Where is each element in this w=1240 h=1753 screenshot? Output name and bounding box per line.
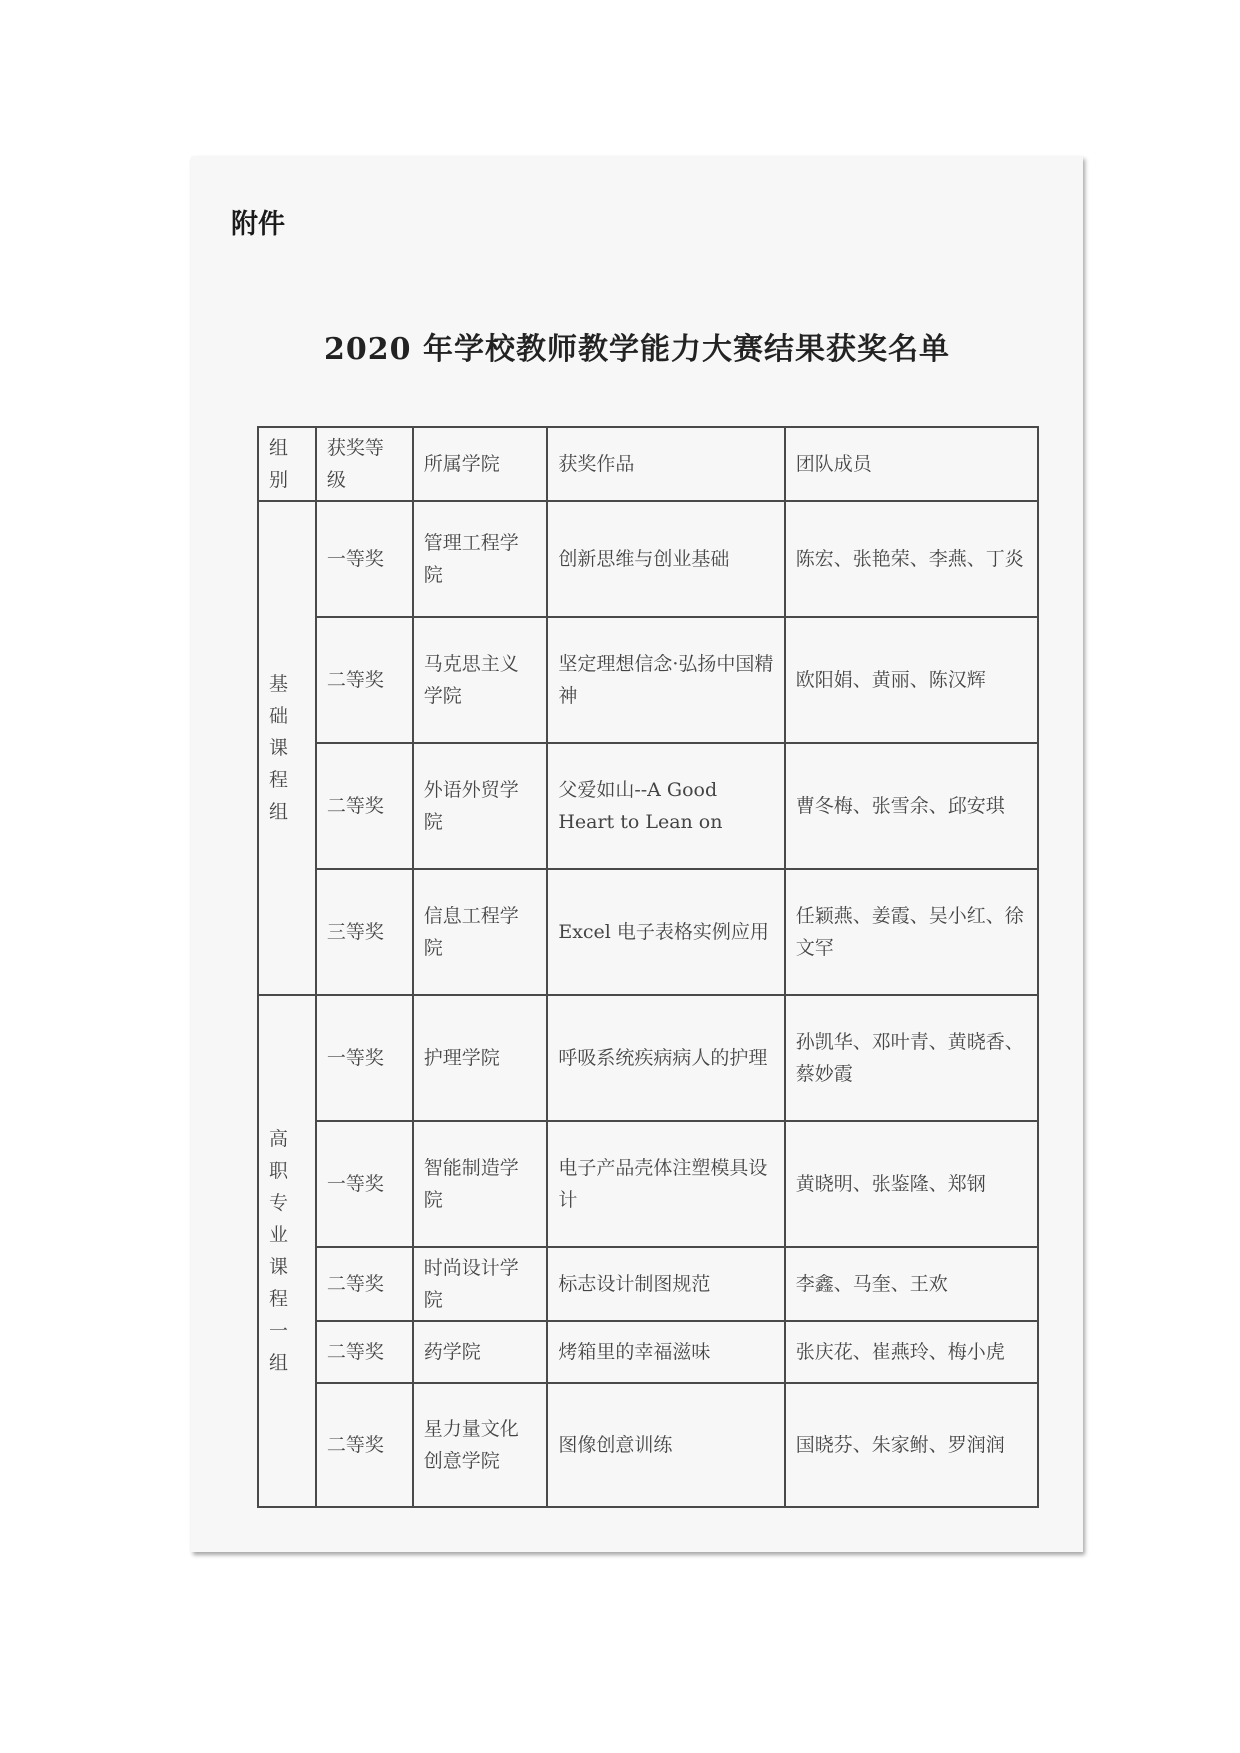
table-row — [258, 1383, 1038, 1507]
award-work: Excel 电子表格实例应用 — [547, 869, 784, 995]
team-members: 任颖燕、姜霞、吴小红、徐文罕 — [785, 869, 1038, 995]
college: 护理学院 — [413, 995, 548, 1121]
award-level: 二等奖 — [316, 1247, 413, 1321]
group-name: 高职专业课程一组 — [258, 995, 316, 1507]
team-members: 陈宏、张艳荣、李燕、丁炎 — [785, 501, 1038, 617]
award-level: 二等奖 — [316, 617, 413, 743]
results-table — [257, 426, 1039, 1508]
award-level: 一等奖 — [316, 995, 413, 1121]
table-header-row — [258, 427, 1038, 501]
table-row — [258, 743, 1038, 869]
attachment-label: 附件 — [231, 209, 285, 240]
header-members: 团队成员 — [785, 427, 1038, 501]
table-row — [258, 1247, 1038, 1321]
award-level: 二等奖 — [316, 1383, 413, 1507]
college: 时尚设计学院 — [413, 1247, 548, 1321]
team-members: 李鑫、马奎、王欢 — [785, 1247, 1038, 1321]
award-work: 电子产品壳体注塑模具设计 — [547, 1121, 784, 1247]
college: 星力量文化创意学院 — [413, 1383, 548, 1507]
college: 管理工程学院 — [413, 501, 548, 617]
college: 信息工程学院 — [413, 869, 548, 995]
college: 外语外贸学院 — [413, 743, 548, 869]
table-row — [258, 1321, 1038, 1383]
award-work: 坚定理想信念·弘扬中国精神 — [547, 617, 784, 743]
table-row — [258, 869, 1038, 995]
award-level: 三等奖 — [316, 869, 413, 995]
award-work: 父爱如山--A Good Heart to Lean on — [547, 743, 784, 869]
award-work: 图像创意训练 — [547, 1383, 784, 1507]
table-row — [258, 1121, 1038, 1247]
award-work: 呼吸系统疾病病人的护理 — [547, 995, 784, 1121]
group-name: 基础课程组 — [258, 501, 316, 995]
team-members: 曹冬梅、张雪余、邱安琪 — [785, 743, 1038, 869]
team-members: 国晓芬、朱家鲋、罗润润 — [785, 1383, 1038, 1507]
award-work: 创新思维与创业基础 — [547, 501, 784, 617]
header-work: 获奖作品 — [547, 427, 784, 501]
table-row — [258, 617, 1038, 743]
college: 智能制造学院 — [413, 1121, 548, 1247]
team-members: 黄晓明、张鉴隆、郑钢 — [785, 1121, 1038, 1247]
team-members: 孙凯华、邓叶青、黄晓香、蔡妙霞 — [785, 995, 1038, 1121]
award-level: 一等奖 — [316, 1121, 413, 1247]
team-members: 张庆花、崔燕玲、梅小虎 — [785, 1321, 1038, 1383]
award-level: 一等奖 — [316, 501, 413, 617]
college: 药学院 — [413, 1321, 548, 1383]
award-level: 二等奖 — [316, 743, 413, 869]
award-work: 标志设计制图规范 — [547, 1247, 784, 1321]
header-college: 所属学院 — [413, 427, 548, 501]
team-members: 欧阳娟、黄丽、陈汉辉 — [785, 617, 1038, 743]
table-row — [258, 995, 1038, 1121]
award-work: 烤箱里的幸福滋味 — [547, 1321, 784, 1383]
table-row — [258, 501, 1038, 617]
college: 马克思主义学院 — [413, 617, 548, 743]
header-level: 获奖等级 — [316, 427, 413, 501]
award-level: 二等奖 — [316, 1321, 413, 1383]
header-group: 组别 — [258, 427, 316, 501]
scanned-page — [191, 156, 1083, 1552]
document-title: 2020 年学校教师教学能力大赛结果获奖名单 — [324, 332, 950, 367]
